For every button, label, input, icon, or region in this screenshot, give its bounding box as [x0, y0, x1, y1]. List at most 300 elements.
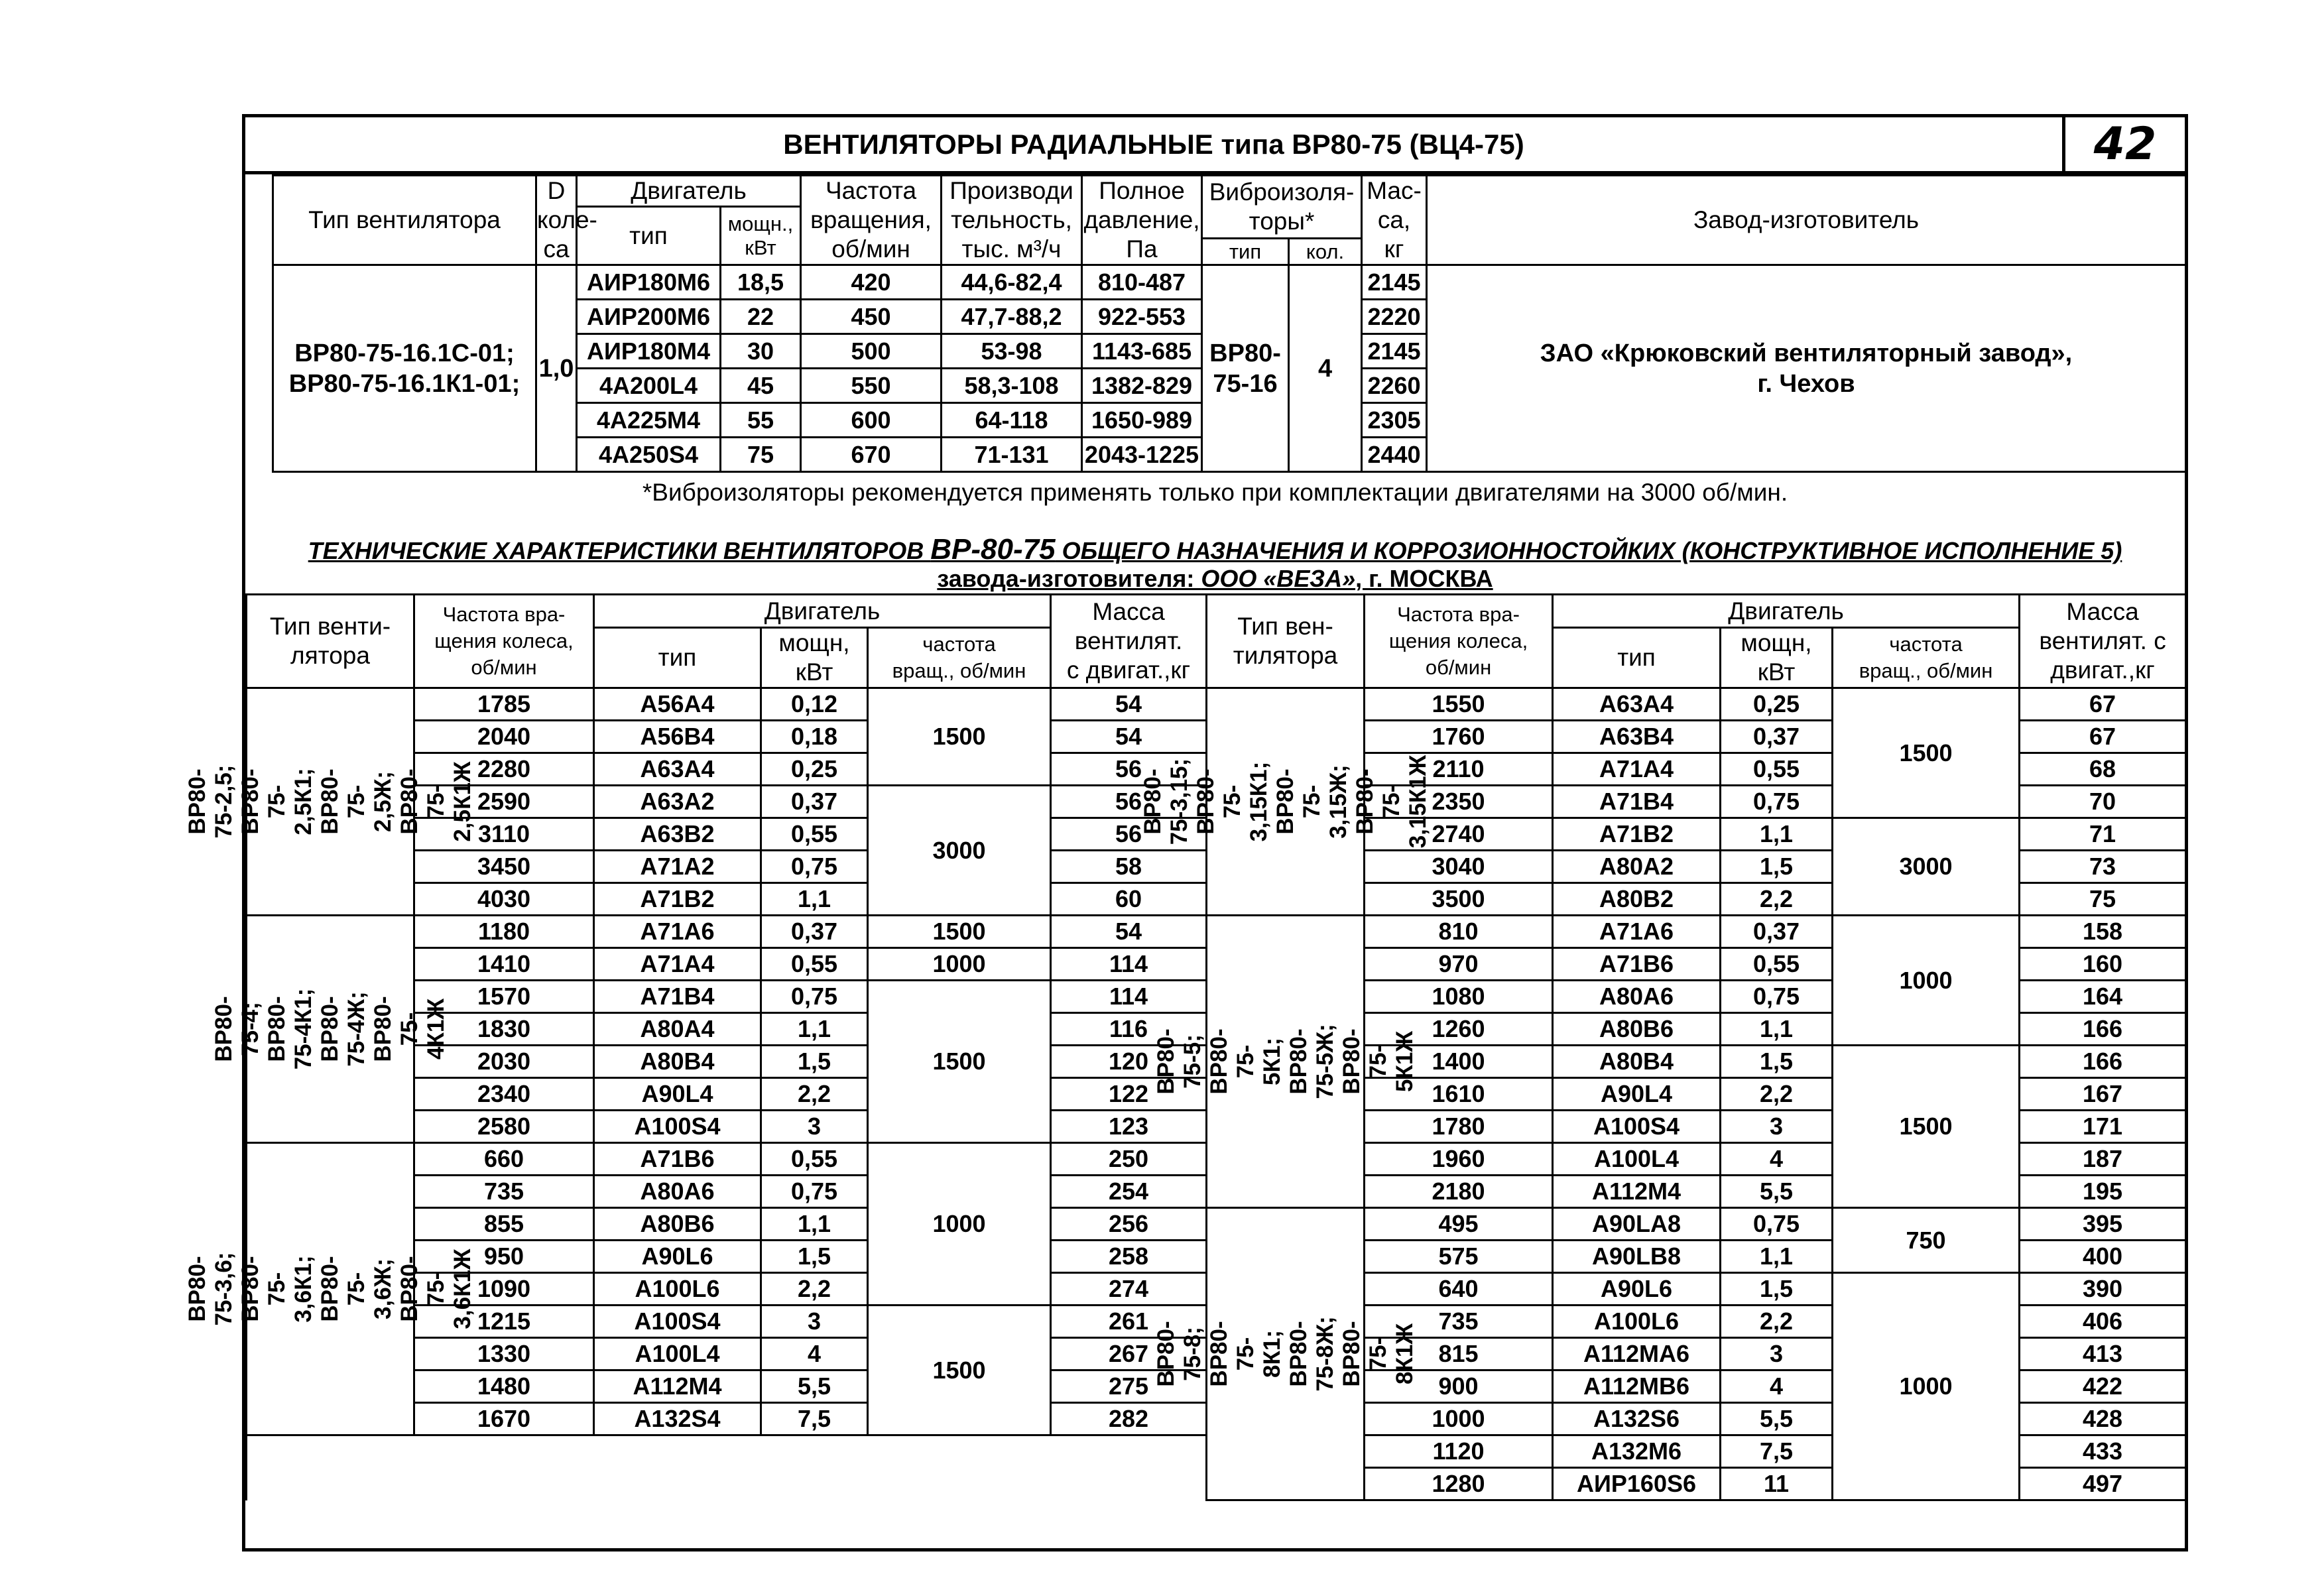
- motor-power-cell: 7,5: [761, 1403, 868, 1435]
- motor-type-cell: А80А4: [594, 1013, 761, 1046]
- mass-cell: 164: [2020, 981, 2186, 1013]
- motor-cell: АИР180М6: [577, 265, 721, 300]
- veza-table-body: [184, 688, 2186, 1500]
- header-motor-power-right: мощн, кВт: [1721, 628, 1833, 688]
- catalog-sheet: [184, 114, 2188, 1552]
- mass-cell: 56: [1051, 786, 1207, 818]
- section-title-part1: ТЕХНИЧЕСКИЕ ХАРАКТЕРИСТИКИ ВЕНТИЛЯТОРОВ: [308, 537, 931, 564]
- rpm-cell: 670: [801, 438, 942, 472]
- fan-group-cell: [184, 688, 475, 916]
- motor-power-cell: 0,25: [1721, 688, 1833, 721]
- motor-type-cell: А71А6: [1553, 916, 1721, 948]
- header-motor-type-left: тип: [594, 628, 761, 688]
- motor-power-cell: 0,75: [1721, 1208, 1833, 1241]
- header-pressure: Полное давление, Па: [1082, 176, 1202, 265]
- motor-power-cell: 2,2: [1721, 1306, 1833, 1338]
- motor-type-cell: А90L4: [1553, 1078, 1721, 1111]
- wheel-rpm-cell: 3110: [414, 818, 594, 851]
- iso-type-cell: ВР80- 75-16: [1202, 265, 1289, 472]
- motor-type-cell: А100S4: [594, 1111, 761, 1143]
- wheel-rpm-cell: 2110: [1365, 753, 1553, 786]
- motor-rpm-cell: 1500: [1833, 1046, 2020, 1208]
- wheel-rpm-cell: 575: [1365, 1241, 1553, 1273]
- motor-power-cell: 1,5: [1721, 1046, 1833, 1078]
- wheel-rpm-cell: 815: [1365, 1338, 1553, 1370]
- capacity-cell: 53-98: [942, 334, 1082, 369]
- motor-power-cell: 0,55: [1721, 753, 1833, 786]
- motor-power-cell: 1,5: [761, 1241, 868, 1273]
- wheel-rpm-cell: 1330: [414, 1338, 594, 1370]
- motor-type-cell: А80А6: [594, 1176, 761, 1208]
- header-manufacturer: Завод-изготовитель: [1427, 176, 2186, 265]
- fan-group-label: ВР80-75-4; ВР80-75-4К1; ВР80-75-4Ж; ВР80-75-4К1Ж: [211, 988, 449, 1070]
- mass-cell: 114: [1051, 948, 1207, 981]
- motor-power-cell: 2,2: [761, 1273, 868, 1306]
- mass-cell: 2145: [1362, 265, 1427, 300]
- mass-cell: 195: [2020, 1176, 2186, 1208]
- motor-type-cell: А80В2: [1553, 883, 1721, 916]
- wheel-rpm-cell: 1670: [414, 1403, 594, 1435]
- power-cell: 30: [721, 334, 801, 369]
- motor-power-cell: 0,18: [761, 721, 868, 753]
- motor-power-cell: 1,1: [761, 883, 868, 916]
- fan-group-label: ВР80-75-3,15; ВР80-75-3,15К1; ВР80-75-3,15Ж; ВР80-75- 3,15К1Ж: [1139, 755, 1431, 849]
- wheel-rpm-cell: 1180: [414, 916, 594, 948]
- power-cell: 22: [721, 300, 801, 334]
- motor-type-cell: А71В2: [594, 883, 761, 916]
- motor-power-cell: 0,75: [761, 851, 868, 883]
- section-title-model: ВР-80-75: [930, 533, 1056, 566]
- motor-power-cell: 5,5: [1721, 1176, 1833, 1208]
- motor-power-cell: 11: [1721, 1468, 1833, 1500]
- motor-rpm-cell: 1000: [868, 948, 1051, 981]
- mass-cell: 166: [2020, 1046, 2186, 1078]
- mass-cell: 166: [2020, 1013, 2186, 1046]
- motor-power-cell: 1,5: [1721, 1273, 1833, 1306]
- motor-power-cell: 0,37: [761, 916, 868, 948]
- wheel-rpm-cell: 1785: [414, 688, 594, 721]
- mass-cell: 58: [1051, 851, 1207, 883]
- wheel-rpm-cell: 1400: [1365, 1046, 1553, 1078]
- motor-rpm-cell: 1000: [1833, 916, 2020, 1046]
- header-isolators: Виброизоля- торы*: [1202, 176, 1362, 239]
- motor-type-cell: АИР160S6: [1553, 1468, 1721, 1500]
- motor-power-cell: 7,5: [1721, 1435, 1833, 1468]
- wheel-rpm-cell: 735: [414, 1176, 594, 1208]
- section-sub-label: завода-изготовителя:: [937, 565, 1201, 592]
- header-rotation: Частота вращения, об/мин: [801, 176, 942, 265]
- rpm-cell: 420: [801, 265, 942, 300]
- mass-cell: 167: [2020, 1078, 2186, 1111]
- capacity-cell: 44,6-82,4: [942, 265, 1082, 300]
- pressure-cell: 810-487: [1082, 265, 1202, 300]
- wheel-rpm-cell: 4030: [414, 883, 594, 916]
- mass-cell: 390: [2020, 1273, 2186, 1306]
- header-mass-right: Масса вентилят. с двигат.,кг: [2020, 595, 2186, 688]
- mass-cell: 275: [1051, 1370, 1207, 1403]
- motor-type-cell: А112МВ6: [1553, 1370, 1721, 1403]
- mass-cell: 67: [2020, 721, 2186, 753]
- mass-cell: 60: [1051, 883, 1207, 916]
- section-subtitle: [245, 565, 2185, 593]
- motor-power-cell: 0,75: [1721, 981, 1833, 1013]
- motor-type-cell: А71В6: [594, 1143, 761, 1176]
- motor-power-cell: 1,1: [761, 1208, 868, 1241]
- motor-power-cell: 0,55: [761, 818, 868, 851]
- empty-area: [247, 1435, 1207, 1500]
- header-motor-rpm-right: частота вращ., об/мин: [1833, 628, 2020, 688]
- motor-power-cell: 4: [1721, 1370, 1833, 1403]
- motor-power-cell: 0,37: [1721, 721, 1833, 753]
- wheel-rpm-cell: 2180: [1365, 1176, 1553, 1208]
- motor-type-cell: А63В2: [594, 818, 761, 851]
- motor-cell: 4А225М4: [577, 403, 721, 438]
- iso-count-cell: 4: [1289, 265, 1362, 472]
- fan-group-cell: [1152, 916, 1418, 1208]
- motor-power-cell: 2,2: [1721, 883, 1833, 916]
- motor-power-cell: 1,1: [1721, 818, 1833, 851]
- motor-rpm-cell: 750: [1833, 1208, 2020, 1273]
- motor-type-cell: А80В6: [594, 1208, 761, 1241]
- motor-type-cell: А100L6: [594, 1273, 761, 1306]
- wheel-rpm-cell: 2030: [414, 1046, 594, 1078]
- mass-cell: 120: [1051, 1046, 1207, 1078]
- motor-type-cell: А71А4: [1553, 753, 1721, 786]
- mass-cell: 428: [2020, 1403, 2186, 1435]
- mass-cell: 282: [1051, 1403, 1207, 1435]
- rpm-cell: 500: [801, 334, 942, 369]
- mass-cell: 70: [2020, 786, 2186, 818]
- title-bar: [245, 117, 2185, 174]
- motor-rpm-cell: 1500: [868, 1306, 1051, 1435]
- wheel-rpm-cell: 810: [1365, 916, 1553, 948]
- mass-cell: 250: [1051, 1143, 1207, 1176]
- header-wheel-rpm-right: Частота вра- щения колеса, об/мин: [1365, 595, 1553, 688]
- motor-type-cell: А71В6: [1553, 948, 1721, 981]
- header-motor-type: тип: [577, 207, 721, 265]
- wheel-rpm-cell: 2740: [1365, 818, 1553, 851]
- motor-power-cell: 2,2: [1721, 1078, 1833, 1111]
- wheel-rpm-cell: 1570: [414, 981, 594, 1013]
- fan-group-cell: [1152, 1208, 1418, 1500]
- motor-type-cell: А71В4: [1553, 786, 1721, 818]
- wheel-rpm-cell: 1480: [414, 1370, 594, 1403]
- capacity-cell: 58,3-108: [942, 369, 1082, 403]
- wheel-rpm-cell: 1080: [1365, 981, 1553, 1013]
- mass-cell: 422: [2020, 1370, 2186, 1403]
- motor-type-cell: А80В4: [594, 1046, 761, 1078]
- motor-power-cell: 5,5: [761, 1370, 868, 1403]
- page-number: 42: [2062, 117, 2185, 171]
- motor-type-cell: А71А2: [594, 851, 761, 883]
- motor-power-cell: 0,25: [761, 753, 868, 786]
- header-motor-power: мощн., кВт: [721, 207, 801, 265]
- section-title: [245, 533, 2185, 566]
- mass-cell: 258: [1051, 1241, 1207, 1273]
- motor-type-cell: А71А4: [594, 948, 761, 981]
- mass-cell: 75: [2020, 883, 2186, 916]
- header-motor-left: Двигатель: [594, 595, 1051, 628]
- motor-type-cell: А80В4: [1553, 1046, 1721, 1078]
- header-motor-right: Двигатель: [1553, 595, 2020, 628]
- mass-cell: 54: [1051, 721, 1207, 753]
- mass-cell: 256: [1051, 1208, 1207, 1241]
- motor-type-cell: А112МА6: [1553, 1338, 1721, 1370]
- motor-type-cell: А80А6: [1553, 981, 1721, 1013]
- mass-cell: 413: [2020, 1338, 2186, 1370]
- mass-cell: 56: [1051, 753, 1207, 786]
- mass-cell: 433: [2020, 1435, 2186, 1468]
- header-motor-rpm-left: частота вращ., об/мин: [868, 628, 1051, 688]
- fan-group-cell: [1139, 688, 1431, 916]
- mass-cell: 114: [1051, 981, 1207, 1013]
- motor-cell: 4А250S4: [577, 438, 721, 472]
- pressure-cell: 1143-685: [1082, 334, 1202, 369]
- header-fan-type-left: Тип венти- лятора: [247, 595, 414, 688]
- motor-power-cell: 3: [1721, 1338, 1833, 1370]
- motor-power-cell: 3: [1721, 1111, 1833, 1143]
- veza-fan-table: [184, 593, 2187, 1501]
- motor-rpm-cell: 1500: [868, 916, 1051, 948]
- motor-cell: 4А200L4: [577, 369, 721, 403]
- wheel-rpm-cell: 1215: [414, 1306, 594, 1338]
- motor-type-cell: А63А4: [1553, 688, 1721, 721]
- motor-power-cell: 1,1: [1721, 1013, 1833, 1046]
- power-cell: 45: [721, 369, 801, 403]
- wheel-rpm-cell: 3500: [1365, 883, 1553, 916]
- motor-power-cell: 1,1: [761, 1013, 868, 1046]
- motor-rpm-cell: 1000: [1833, 1273, 2020, 1500]
- wheel-rpm-cell: 2280: [414, 753, 594, 786]
- mass-cell: 123: [1051, 1111, 1207, 1143]
- motor-cell: АИР180М4: [577, 334, 721, 369]
- mass-cell: 267: [1051, 1338, 1207, 1370]
- motor-power-cell: 0,55: [761, 948, 868, 981]
- section-sub-city: , г. МОСКВА: [1355, 565, 1493, 592]
- motor-type-cell: А112М4: [594, 1370, 761, 1403]
- wheel-rpm-cell: 855: [414, 1208, 594, 1241]
- pressure-cell: 2043-1225: [1082, 438, 1202, 472]
- motor-rpm-cell: 1500: [868, 981, 1051, 1143]
- motor-type-cell: А100S4: [594, 1306, 761, 1338]
- header-capacity: Производи тельность, тыс. м³/ч: [942, 176, 1082, 265]
- motor-type-cell: А63В4: [1553, 721, 1721, 753]
- motor-power-cell: 0,12: [761, 688, 868, 721]
- wheel-rpm-cell: 1610: [1365, 1078, 1553, 1111]
- header-motor-power-left: мощн, кВт: [761, 628, 868, 688]
- mass-cell: 56: [1051, 818, 1207, 851]
- wheel-rpm-cell: 660: [414, 1143, 594, 1176]
- mass-cell: 2440: [1362, 438, 1427, 472]
- motor-type-cell: А90L6: [594, 1241, 761, 1273]
- motor-power-cell: 1,1: [1721, 1241, 1833, 1273]
- section-sub-company: ООО «ВЕЗА»: [1201, 565, 1356, 592]
- wheel-rpm-cell: 1260: [1365, 1013, 1553, 1046]
- wheel-rpm-cell: 2040: [414, 721, 594, 753]
- pressure-cell: 1650-989: [1082, 403, 1202, 438]
- motor-power-cell: 0,75: [1721, 786, 1833, 818]
- motor-power-cell: 1,5: [761, 1046, 868, 1078]
- mass-cell: 254: [1051, 1176, 1207, 1208]
- mass-cell: 54: [1051, 916, 1207, 948]
- header-iso-type: тип: [1202, 239, 1289, 265]
- pressure-cell: 1382-829: [1082, 369, 1202, 403]
- power-cell: 18,5: [721, 265, 801, 300]
- motor-type-cell: А56А4: [594, 688, 761, 721]
- motor-type-cell: А100L4: [1553, 1143, 1721, 1176]
- motor-power-cell: 0,37: [761, 786, 868, 818]
- motor-power-cell: 5,5: [1721, 1403, 1833, 1435]
- mass-cell: 54: [1051, 688, 1207, 721]
- wheel-rpm-cell: 970: [1365, 948, 1553, 981]
- mass-cell: 2145: [1362, 334, 1427, 369]
- motor-rpm-cell: 1000: [868, 1143, 1051, 1306]
- fan-group-cell: [211, 916, 449, 1143]
- mass-cell: 73: [2020, 851, 2186, 883]
- fan-group-label: ВР80-75-3,6; ВР80-75-3,6К1; ВР80-75-3,6Ж; ВР80-75-3,6К1Ж: [184, 1248, 475, 1329]
- rpm-cell: 600: [801, 403, 942, 438]
- wheel-rpm-cell: 950: [414, 1241, 594, 1273]
- motor-type-cell: А80В6: [1553, 1013, 1721, 1046]
- wheel-rpm-cell: 2350: [1365, 786, 1553, 818]
- mass-cell: 171: [2020, 1111, 2186, 1143]
- header-wheel-rpm-left: Частота вра- щения колеса, об/мин: [414, 595, 594, 688]
- mass-cell: 116: [1051, 1013, 1207, 1046]
- mass-cell: 67: [2020, 688, 2186, 721]
- mass-cell: 160: [2020, 948, 2186, 981]
- motor-type-cell: А90L4: [594, 1078, 761, 1111]
- wheel-rpm-cell: 1280: [1365, 1468, 1553, 1500]
- motor-rpm-cell: 1500: [868, 688, 1051, 786]
- motor-type-cell: А90LА8: [1553, 1208, 1721, 1241]
- pressure-cell: 922-553: [1082, 300, 1202, 334]
- mass-cell: 68: [2020, 753, 2186, 786]
- motor-power-cell: 1,5: [1721, 851, 1833, 883]
- wheel-rpm-cell: 1760: [1365, 721, 1553, 753]
- motor-rpm-cell: 1500: [1833, 688, 2020, 818]
- motor-power-cell: 4: [1721, 1143, 1833, 1176]
- motor-power-cell: 0,75: [761, 981, 868, 1013]
- header-motor: Двигатель: [577, 176, 801, 207]
- capacity-cell: 64-118: [942, 403, 1082, 438]
- motor-cell: АИР200М6: [577, 300, 721, 334]
- fan-type-cell: ВР80-75-16.1С-01; ВР80-75-16.1К1-01;: [273, 265, 536, 472]
- wheel-rpm-cell: 735: [1365, 1306, 1553, 1338]
- wheel-rpm-cell: 2590: [414, 786, 594, 818]
- fan-group-label: ВР80-75-5; ВР80-75-5К1; ВР80-75-5Ж; ВР80-75-5К1Ж: [1152, 1024, 1418, 1099]
- motor-type-cell: А90LВ8: [1553, 1241, 1721, 1273]
- motor-type-cell: А90L6: [1553, 1273, 1721, 1306]
- manufacturer-cell: ЗАО «Крюковский вентиляторный завод», г. Чехов: [1427, 265, 2186, 472]
- header-fan-type-right: Тип вен- тилятора: [1207, 595, 1365, 688]
- motor-type-cell: А100L6: [1553, 1306, 1721, 1338]
- motor-power-cell: 4: [761, 1338, 868, 1370]
- motor-type-cell: А71В4: [594, 981, 761, 1013]
- rpm-cell: 450: [801, 300, 942, 334]
- header-wheel-d: D коле- са: [536, 176, 577, 265]
- mass-cell: 2220: [1362, 300, 1427, 334]
- header-motor-type-right: тип: [1553, 628, 1721, 688]
- wheel-rpm-cell: 3450: [414, 851, 594, 883]
- wheel-rpm-cell: 1120: [1365, 1435, 1553, 1468]
- wheel-rpm-cell: 900: [1365, 1370, 1553, 1403]
- mass-cell: 2260: [1362, 369, 1427, 403]
- header-mass: Мас- са, кг: [1362, 176, 1427, 265]
- power-cell: 55: [721, 403, 801, 438]
- motor-rpm-cell: 3000: [1833, 818, 2020, 916]
- motor-type-cell: А63А2: [594, 786, 761, 818]
- wheel-rpm-cell: 1000: [1365, 1403, 1553, 1435]
- wheel-rpm-cell: 495: [1365, 1208, 1553, 1241]
- motor-power-cell: 0,37: [1721, 916, 1833, 948]
- motor-type-cell: А100L4: [594, 1338, 761, 1370]
- krukovsky-fan-table: [272, 174, 2187, 473]
- motor-type-cell: А132М6: [1553, 1435, 1721, 1468]
- mass-cell: 2305: [1362, 403, 1427, 438]
- rpm-cell: 550: [801, 369, 942, 403]
- header-fan-type: Тип вентилятора: [273, 176, 536, 265]
- wheel-rpm-cell: 640: [1365, 1273, 1553, 1306]
- motor-rpm-cell: 3000: [868, 786, 1051, 916]
- header-iso-count: кол.: [1289, 239, 1362, 265]
- motor-power-cell: 0,55: [1721, 948, 1833, 981]
- section-title-part2: ОБЩЕГО НАЗНАЧЕНИЯ И КОРРОЗИОННОСТОЙКИХ (КОНСТРУКТИВНОЕ ИСПОЛНЕНИЕ 5): [1055, 537, 2122, 564]
- motor-type-cell: А71В2: [1553, 818, 1721, 851]
- motor-type-cell: А132S6: [1553, 1403, 1721, 1435]
- motor-type-cell: А71А6: [594, 916, 761, 948]
- fan-group-label: ВР80-75-8; ВР80-75-8К1; ВР80-75-8Ж; ВР80-75-8К1Ж: [1152, 1316, 1418, 1392]
- wheel-rpm-cell: 2340: [414, 1078, 594, 1111]
- mass-cell: 395: [2020, 1208, 2186, 1241]
- mass-cell: 187: [2020, 1143, 2186, 1176]
- wheel-rpm-cell: 2580: [414, 1111, 594, 1143]
- wheel-rpm-cell: 1830: [414, 1013, 594, 1046]
- mass-cell: 400: [2020, 1241, 2186, 1273]
- capacity-cell: 71-131: [942, 438, 1082, 472]
- wheel-rpm-cell: 1090: [414, 1273, 594, 1306]
- mass-cell: 497: [2020, 1468, 2186, 1500]
- mass-cell: 406: [2020, 1306, 2186, 1338]
- wheel-rpm-cell: 1410: [414, 948, 594, 981]
- capacity-cell: 47,7-88,2: [942, 300, 1082, 334]
- motor-power-cell: 2,2: [761, 1078, 868, 1111]
- motor-power-cell: 3: [761, 1111, 868, 1143]
- fan-group-label: ВР80-75-2,5; ВР80-75-2,5К1; ВР80-75-2,5Ж; ВР80-75- 2,5К1Ж: [184, 761, 475, 842]
- wheel-d-cell: 1,0: [536, 265, 577, 472]
- mass-cell: 261: [1051, 1306, 1207, 1338]
- mass-cell: 274: [1051, 1273, 1207, 1306]
- motor-type-cell: А63А4: [594, 753, 761, 786]
- wheel-rpm-cell: 3040: [1365, 851, 1553, 883]
- motor-type-cell: А132S4: [594, 1403, 761, 1435]
- mass-cell: 122: [1051, 1078, 1207, 1111]
- power-cell: 75: [721, 438, 801, 472]
- isolator-footnote: *Виброизоляторы рекомендуется применять только при комплектации двигателями на 3000 об/мин.: [642, 479, 1788, 506]
- mass-cell: 158: [2020, 916, 2186, 948]
- page-title: ВЕНТИЛЯТОРЫ РАДИАЛЬНЫЕ типа ВР80-75 (ВЦ4-75): [783, 129, 1524, 160]
- motor-power-cell: 3: [761, 1306, 868, 1338]
- motor-power-cell: 0,55: [761, 1143, 868, 1176]
- motor-type-cell: А80А2: [1553, 851, 1721, 883]
- wheel-rpm-cell: 1780: [1365, 1111, 1553, 1143]
- motor-type-cell: А100S4: [1553, 1111, 1721, 1143]
- wheel-rpm-cell: 1960: [1365, 1143, 1553, 1176]
- motor-type-cell: А56В4: [594, 721, 761, 753]
- motor-power-cell: 0,75: [761, 1176, 868, 1208]
- header-mass-left: Масса вентилят. с двигат.,кг: [1051, 595, 1207, 688]
- motor-type-cell: А112М4: [1553, 1176, 1721, 1208]
- mass-cell: 71: [2020, 818, 2186, 851]
